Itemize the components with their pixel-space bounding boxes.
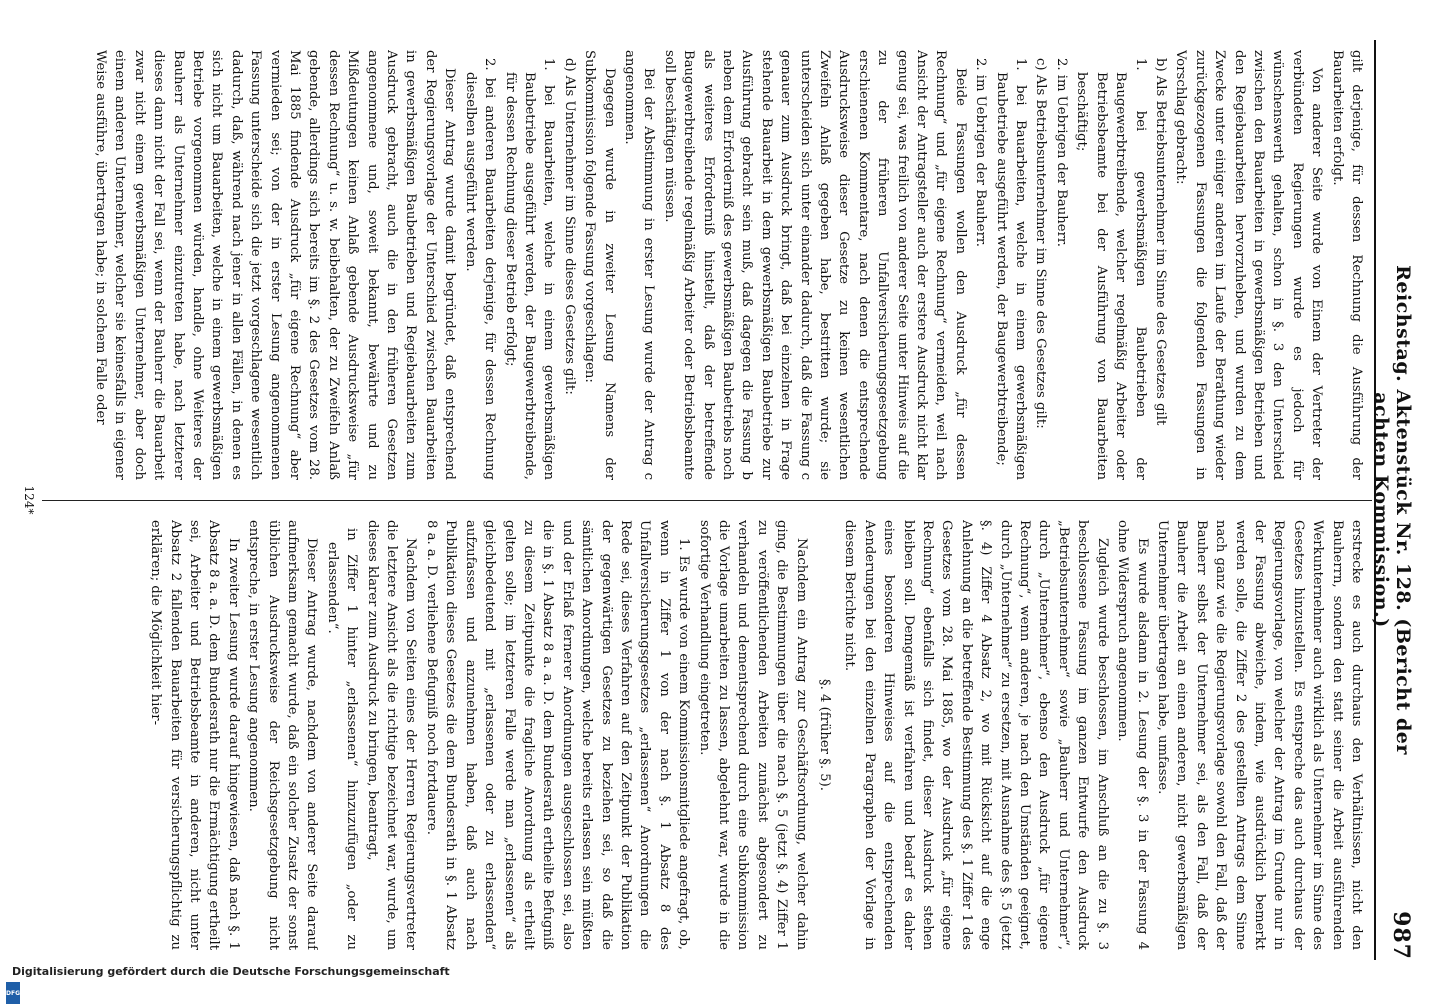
- paragraph: in Ziffer 1 hinter „erlassenen“ hinzuzufügen „oder zu erlassenden“.: [324, 528, 360, 950]
- paragraph: Nachdem ein Antrag zur Geschäftsordnung, welcher dahin ging, die Bestimmungen über die nach §. 5 (jetzt §. 4) Ziffer 1 zu veröffentlichenden Arbeiten zunächst abgesondert zu verhandeln und dementsprechend durch eine Subkommission die Vorlage umarbeiten zu lassen, abgelehnt war, wurde in die sofortige Verhandlung eingetreten.: [696, 520, 809, 950]
- header-rule: [1374, 40, 1376, 960]
- paragraph: Dieser Antrag wurde damit begründet, daß entsprechend der Regierungsvorlage der Unterschied zwischen Bauarbeiten in gewerbsmäßigen Baubetrieben und Regiebauarbeiten zum Ausdruck gebracht, auch die in den früheren Gesetzen angenommene und, soweit bekannt, bewährte und zu Mißdeutungen keinen Anlaß gebende Ausdrucksweise „für dessen Rechnung“ u. s. w. beibehalten, der zu Zweifeln Anlaß gebende, allerdings sich bereits im §. 2 des Gesetzes vom 28. Mai 1885 findende Ausdruck „für eigene Rechnung“ aber vermieden sei; von der in erster Lesung angenommenen Fassung unterscheide sich die jetzt vorgeschlagene wesentlich dadurch, daß, während nach jener in allen Fällen, in denen es sich nicht um Bauarbeiten, welche in einem gewerbsmäßigen Betriebe vorgenommen würden, handle, ohne Weiteres der Bauherr als Unternehmer einzutreten habe, nach letzterer dieses dann nicht der Fall sei, wenn der Bauherr die Bauarbeit zwar nicht einem gewerbsmäßigen Unternehmer, aber doch einem anderen Unternehmer, welcher sie keinesfalls in eigener Weise ausführe, übertragen habe; in solchem Falle oder: [93, 50, 458, 480]
- dfg-logo: DFG: [6, 982, 20, 1004]
- running-head: Reichstag. Aktenstück Nr. 128. (Bericht der achten Kommission.): [1370, 265, 1414, 755]
- paragraph: c) Als Betriebsunternehmer im Sinne des Gesetzes gilt:: [1033, 58, 1049, 429]
- paragraph: 1. bei gewerbsmäßigen Baubetrieben der Baugewerbtreibende, welcher regelmäßig Arbeiter oder Betriebsbeamte bei der Ausführung von Bauarbeiten beschäftigt;: [1074, 58, 1148, 480]
- paragraph: Bei der Abstimmung in erster Lesung wurde der Antrag c angenommen.: [621, 50, 657, 480]
- credit-text: Digitalisierung gefördert durch die Deutsche Forschungsgemeinschaft: [12, 965, 450, 978]
- paragraph: 2. im Uebrigen der Bauherr.: [1053, 58, 1069, 247]
- paragraph: In zweiter Lesung wurde darauf hingewiesen, daß nach §. 1 Absatz 8 a. a. D. dem Bundesrath nur die Ermächtigung ertheilt sei, Arbeiter und Betriebsbeamte in anderen, nicht unter Absatz 2 fallenden Bauarbeiten für versicherungspflichtig zu erklären; die Möglichkeit hier-: [148, 520, 241, 950]
- paragraph: Beide Fassungen wollen den Ausdruck „für dessen Rechnung“ und „für eigene Rechnung“ vermeiden, weil nach Ansicht der Antragsteller auch der erstere Ausdruck nicht klar genug sei, was freilich von anderer Seite unter Hinweis auf die zu der früheren Unfallversicherungsgesetzgebung erschienenen Kommentare, nach denen die entsprechende Ausdrucksweise dieser Gesetze zu keinen wesentlichen Zweifeln Anlaß gegeben habe, bestritten wurde; sie unterscheiden sich unter einander dadurch, daß die Fassung c genauer zum Ausdruck bringt, daß bei einzelnen in Frage stehende Bauarbeit in dem gewerbsmäßigen Baubetriebe zur Ausführung gebracht sein muß, daß dagegen die Fassung b neben dem Erforderniß des gewerbsmäßigen Baubetriebs noch als weiteres Erforderniß hinstellt, daß der betreffende Baugewerbtreibende regelmäßig Arbeiter oder Betriebsbeamte soll beschäftigen müssen.: [661, 50, 968, 480]
- paragraph: Von anderer Seite wurde von Einem der Vertreter der verbündeten Regierungen wurde es jedoch für wünschenswerth gehalten, schon in §. 3 den Unterschied zwischen den Bauarbeiten in gewerbsmäßigen Betrieben und den Regiebauarbeiten hervorzuheben, und wurden zu dem Zwecke unter einiger anderen im Laufe der Berathung wieder zurückgezogenen Fassungen die folgenden Fassungen in Vorschlag gebracht:: [1173, 50, 1325, 480]
- paragraph: d) Als Unternehmer im Sinne dieses Gesetzes gilt:: [561, 58, 577, 395]
- signature-mark: 124*: [22, 485, 36, 515]
- page-number: 987: [1388, 911, 1414, 960]
- section-heading: §. 4 (früher §. 5).: [817, 679, 833, 791]
- paragraph: 1. bei Bauarbeiten, welche in einem gewerbsmäßigen Baubetriebe ausgeführt werden, der Baugewerbtreibende, für dessen Rechnung dieser Betrieb erfolgt;: [502, 58, 557, 480]
- paragraph: gilt derjenige, für dessen Rechnung die Ausführung der Bauarbeiten erfolgt.: [1329, 50, 1364, 480]
- page-header: [1370, 40, 1414, 960]
- paragraph: 1. Es wurde von einem Kommissionsmitgliede angefragt, ob, wenn in Ziffer 1 von der nach §. 1 Absatz 8 des Unfallversicherungsgesetzes „erlassenen“ Anordnungen die Rede sei, dieses Verfahren auf den Zeitpunkt der Publikation der gegenwärtigen Gesetzes zu beziehen sei, so daß die sämtlichen Anordnungen, welche bereits erlassen sein müßten und der Erlaß fernerer Anordnungen ausgeschlossen sei, also die in §. 1 Absatz 8 a. a. D. dem Bundesrath ertheilte Befugniß zu diesem Zeitpunkte die fragliche Anordnung als ertheilt gelten solle; im letzteren Falle werde man „erlassenen“ als gleichbedeutend mit „erlassenen oder zu erlassenden“ aufzufassen und anzunehmen haben, daß auch nach Publikation dieses Gesetzes die dem Bundesrath in §. 1 Absatz 8 a. a. D. verliehene Befugniß noch fortdauere.: [423, 520, 692, 950]
- paragraph: Es wurde alsdann in 2. Lesung der §. 3 in der Fassung 4 ohne Widerspruch angenommen.: [1115, 520, 1150, 950]
- column-divider: [42, 500, 1372, 501]
- paragraph: Dagegen wurde in zweiter Lesung Namens der Subkommission folgende Fassung vorgeschlagen:: [582, 50, 617, 480]
- paragraph: Zugleich wurde beschlossen, im Anschluß an die zu §. 3 beschlossene Fassung im ganzen Entwurfe den Ausdruck „Betriebsunternehmer“ sowie „Bauherr und Unternehmer“, durch „Unternehmer“, ebenso den Ausdruck „für eigene Rechnung“, wenn anderen, je nach den Umständen geeignet, durch „Unternehmer“ zu ersetzen, mit Ausnahme des §. 5 (jetzt §. 4) Ziffer 4 Absatz 2, wo mit Rücksicht auf die enge Anlehnung an die betreffende Bestimmung des §. 1 Ziffer 1 des Gesetzes vom 28. Mai 1885, wo der Ausdruck „für eigene Rechnung“ ebenfalls sich findet, dieser Ausdruck stehen bleiben soll. Demgemäß ist verfahren und bedarf es daher eines besonderen Hinweises auf die entsprechenden Aenderungen bei den einzelnen Paragraphen der Vorlage in diesem Berichte nicht.: [842, 520, 1110, 950]
- paragraph: erstrecke es auch durchaus den Verhältnissen, nicht den Bauherrn, sondern den statt seiner die Arbeit ausführenden Werkunternehmer auch wirklich als Unternehmer im Sinne des Gesetzes hinzustellen. Es entspreche das auch durchaus der Regierungsvorlage, von welcher der Antrag im Grunde nur in der Fassung abweiche, indem, wie ausdrücklich bemerkt werden solle, die Ziffer 2 des gestellten Antrags dem Sinne nach ganz wie die Regierungsvorlage sowohl den Fall, daß der Bauherr selbst der Unternehmer sei, als den Fall, daß der Bauherr die Arbeit an einen anderen, nicht gewerbsmäßigen Unternehmer übertragen habe, umfasse.: [1154, 520, 1364, 950]
- paragraph: 2. bei anderen Bauarbeiten derjenige, für dessen Rechnung dieselben ausgeführt werden.: [462, 58, 498, 480]
- paragraph: 2. im Uebrigen der Bauherr.: [973, 58, 989, 247]
- paragraph: b) Als Betriebsunternehmer im Sinne des Gesetzes gilt: [1152, 58, 1168, 426]
- text-column-right: [46, 520, 1366, 950]
- paragraph: 1. bei Bauarbeiten, welche in einem gewerbsmäßigen Baubetriebe ausgeführt werden, der Baugewerbtreibende;: [993, 58, 1029, 480]
- paragraph: Nachdem von Seiten eines der Herren Regierungsvertreter die letztere Ansicht als die richtige bezeichnet war, wurde, um dieses klarer zum Ausdruck zu bringen, beantragt,: [364, 520, 419, 950]
- paragraph: Dieser Antrag wurde, nachdem von anderer Seite darauf aufmerksam gemacht wurde, daß ein solcher Zusatz der sonst üblichen Ausdrucksweise der Reichsgesetzgebung nicht entspreche, in erster Lesung angenommen.: [246, 520, 320, 950]
- digitization-credit: [0, 945, 1432, 995]
- text-column-left: [46, 50, 1366, 480]
